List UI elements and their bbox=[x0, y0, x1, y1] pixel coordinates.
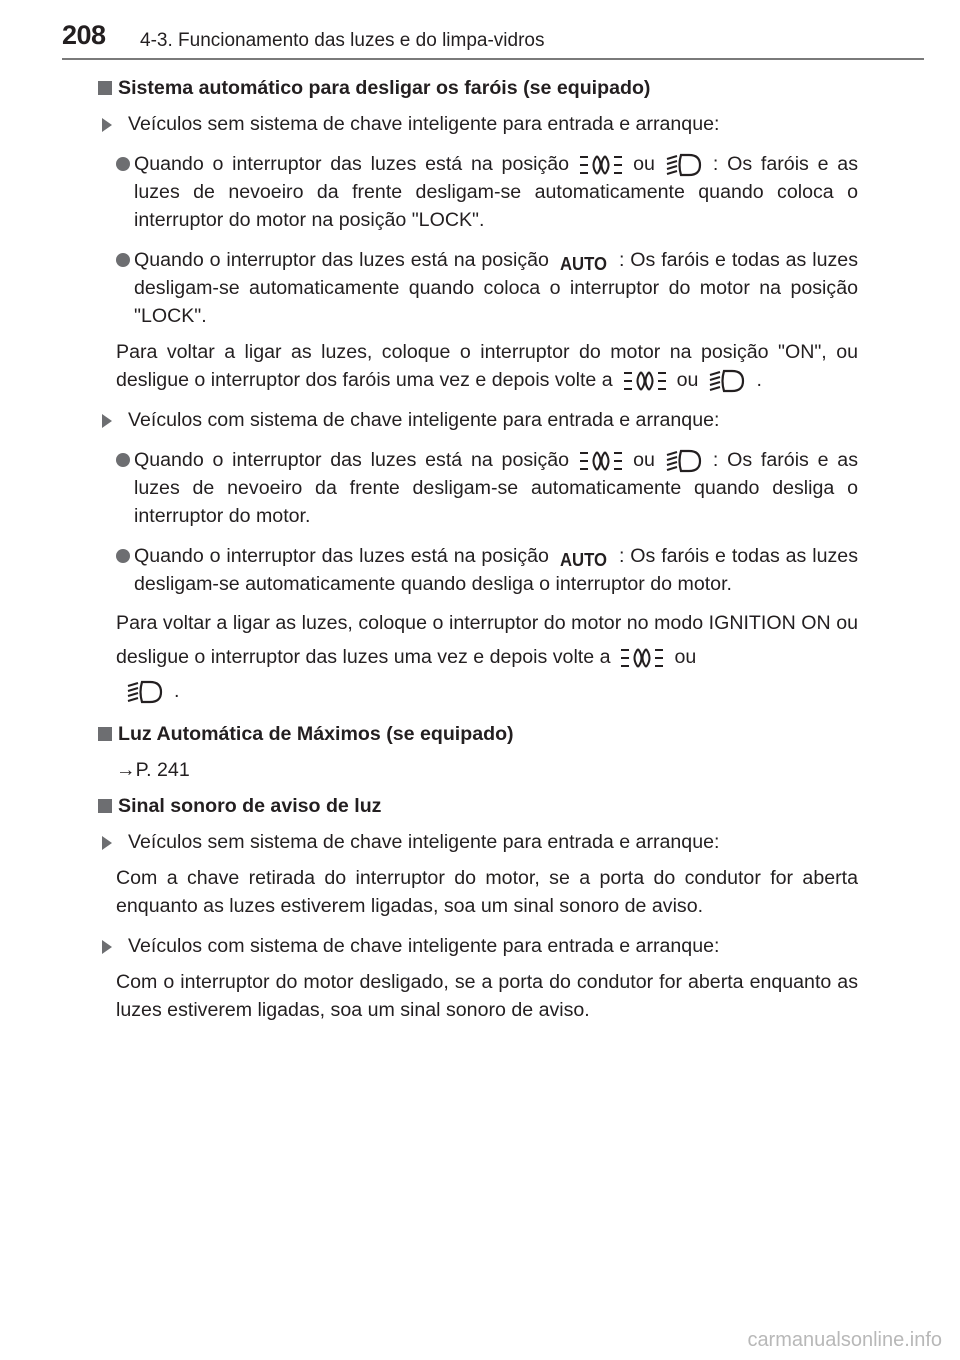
heading-warning-buzzer: Sinal sonoro de aviso de luz bbox=[96, 792, 858, 820]
headlights-icon bbox=[708, 369, 746, 393]
square-bullet-icon bbox=[98, 727, 112, 741]
tail-lights-icon bbox=[623, 369, 667, 393]
page-number: 208 bbox=[62, 20, 106, 50]
subheading-with-smart-key: Veículos com sistema de chave inteligente para entrada e arranque: bbox=[96, 406, 858, 434]
tail-lights-icon bbox=[579, 153, 623, 177]
paragraph: Com a chave retirada do interruptor do motor, se a porta do condutor for aberta enquanto as luzes estiverem ligadas, soa um sinal sonoro de aviso. bbox=[116, 867, 858, 917]
svg-text:AUTO: AUTO bbox=[559, 254, 607, 273]
heading-auto-off: Sistema automático para desligar os faróis (se equipado) bbox=[96, 74, 858, 102]
circle-bullet-icon bbox=[116, 157, 130, 171]
paragraph: Para voltar a ligar as luzes, coloque o interruptor do motor no modo IGNITION ON ou desligue o interruptor das luzes uma vez e depois volte a ou . bbox=[116, 612, 858, 702]
headlights-icon bbox=[126, 680, 164, 704]
svg-text:AUTO: AUTO bbox=[559, 550, 607, 569]
circle-bullet-icon bbox=[116, 453, 130, 467]
triangle-bullet-icon bbox=[102, 414, 112, 428]
bullet-item: Quando o interruptor das luzes está na posição AUTO : Os faróis e todas as luzes desligam-se automaticamente quando desliga o interruptor do motor. bbox=[96, 542, 858, 598]
bullet-item: Quando o interruptor das luzes está na posição ou : Os faróis e as luzes de nevoeiro da frente desligam-se automaticamente quando coloca o interruptor do motor na posição "LOCK". bbox=[96, 150, 858, 234]
triangle-bullet-icon bbox=[102, 836, 112, 850]
triangle-bullet-icon bbox=[102, 118, 112, 132]
section-title: 4-3. Funcionamento das luzes e do limpa-vidros bbox=[140, 30, 545, 51]
headlights-icon bbox=[665, 449, 703, 473]
triangle-bullet-icon bbox=[102, 940, 112, 954]
heading-auto-high-beam: Luz Automática de Máximos (se equipado) bbox=[96, 720, 858, 748]
header-divider bbox=[62, 58, 924, 60]
auto-light-icon bbox=[559, 547, 609, 569]
subheading-without-smart-key: Veículos sem sistema de chave inteligente para entrada e arranque: bbox=[96, 110, 858, 138]
square-bullet-icon bbox=[98, 799, 112, 813]
square-bullet-icon bbox=[98, 81, 112, 95]
circle-bullet-icon bbox=[116, 549, 130, 563]
bullet-item: Quando o interruptor das luzes está na posição ou : Os faróis e as luzes de nevoeiro da frente desligam-se automaticamente quando desliga o interruptor do motor. bbox=[96, 446, 858, 530]
subheading-without-smart-key: Veículos sem sistema de chave inteligente para entrada e arranque: bbox=[96, 828, 858, 856]
paragraph: Com o interruptor do motor desligado, se a porta do condutor for aberta enquanto as luzes estiverem ligadas, soa um sinal sonoro de aviso. bbox=[116, 971, 858, 1021]
paragraph: Para voltar a ligar as luzes, coloque o interruptor do motor na posição "ON", ou desligue o interruptor dos faróis uma vez e depois volte a ou . bbox=[116, 341, 858, 391]
tail-lights-icon bbox=[620, 646, 664, 670]
headlights-icon bbox=[665, 153, 703, 177]
bullet-item: Quando o interruptor das luzes está na posição AUTO : Os faróis e todas as luzes desligam-se automaticamente quando coloca o interruptor do motor na posição "LOCK". bbox=[96, 246, 858, 330]
tail-lights-icon bbox=[579, 449, 623, 473]
page-header bbox=[0, 0, 960, 58]
watermark: carmanualsonline.info bbox=[747, 1329, 942, 1351]
page-content bbox=[96, 74, 858, 1024]
page-reference-link[interactable]: →P. 241 bbox=[116, 759, 190, 781]
auto-light-icon bbox=[559, 251, 609, 273]
circle-bullet-icon bbox=[116, 253, 130, 267]
subheading-with-smart-key: Veículos com sistema de chave inteligente para entrada e arranque: bbox=[96, 932, 858, 960]
